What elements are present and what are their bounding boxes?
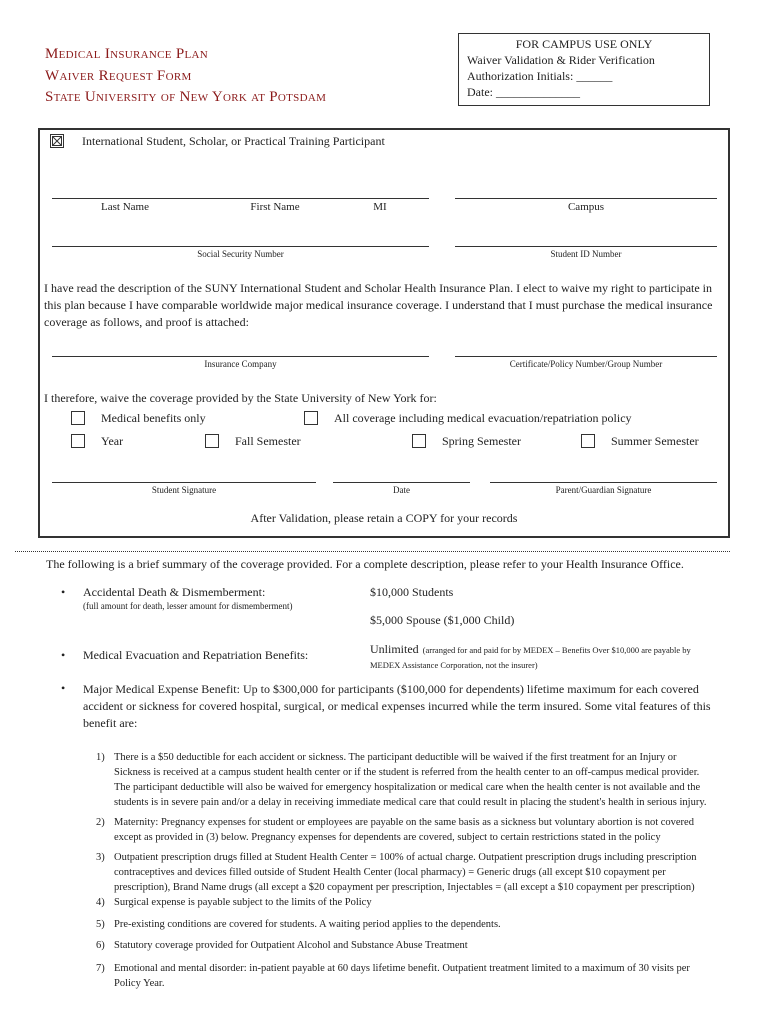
- year-checkbox[interactable]: [71, 434, 85, 448]
- bullet: •: [61, 681, 66, 695]
- fall-semester-checkbox[interactable]: [205, 434, 219, 448]
- ssn-line[interactable]: [52, 246, 429, 247]
- waiver-statement: I have read the description of the SUNY International Student and Scholar Health Insurance Plan. I elect to waive my right to participate in this plan because I have comparable worldwide major medical insurance coverage. I understand that I must purchase the medical insurance coverage as follows, and proof is attached:: [44, 281, 713, 329]
- summer-semester-label: Summer Semester: [611, 434, 699, 448]
- summary-intro: The following is a brief summary of the coverage provided. For a complete description, please refer to your Health Insurance Office.: [46, 557, 684, 571]
- campus-use-heading: FOR CAMPUS USE ONLY: [515, 37, 653, 51]
- medical-benefits-only-label: Medical benefits only: [101, 411, 206, 425]
- feature-deductible: There is a $50 deductible for each accident or sickness. The participant deductible will be waived if the first treatment for an Injury or Sickness is received at a campus student health center or if the student is referred from the health center to an off-campus medical provider. The participant deductible will also be waived for emergency hospitalization or medical care when the health center is not available and the students is in severe pain and/or a delay in receiving immediate medical care that could result in placing the student's health in serious injury.: [114, 752, 707, 808]
- all-coverage-label: All coverage including medical evacuation/repatriation policy: [334, 411, 632, 425]
- spring-semester-label: Spring Semester: [442, 434, 521, 448]
- benefit-evacuation-note: (arranged for and paid for by MEDEX – Benefits Over $10,000 are payable by MEDEX Assistance Corporation, not the insurer): [370, 645, 691, 670]
- form-title-line-1: Medical Insurance Plan: [45, 46, 208, 62]
- ssn-label: Social Security Number: [197, 249, 284, 259]
- benefit-accidental-death-spouse: $5,000 Spouse ($1,000 Child): [370, 613, 515, 627]
- parent-signature-line[interactable]: [490, 482, 717, 483]
- waiver-form-box: [38, 128, 730, 538]
- feature-number: 2): [96, 817, 105, 828]
- after-validation-note: After Validation, please retain a COPY for your records: [250, 511, 518, 525]
- campus-use-line: Authorization Initials: ______: [467, 69, 613, 83]
- first-name-label: First Name: [250, 201, 300, 213]
- benefit-major-medical-text: Major Medical Expense Benefit: Up to $300,000 for participants ($100,000 for dependents) lifetime maximum for each covered accident or sickness for covered hospital, surgical, or medical expenses incurred while the term insured. Some vital features of this benefit are:: [83, 682, 711, 730]
- checked-x-icon: [51, 135, 63, 147]
- student-signature-label: Student Signature: [151, 485, 217, 495]
- form-title-line-3: State University of New York at Potsdam: [45, 89, 327, 105]
- feature-number: 7): [96, 963, 105, 974]
- feature-number: 5): [96, 919, 105, 930]
- benefit-accidental-death-label: Accidental Death & Dismemberment:: [83, 585, 266, 599]
- student-id-label: Student ID Number: [550, 249, 622, 259]
- participant-checkbox[interactable]: [50, 134, 64, 148]
- insurance-company-line[interactable]: [52, 356, 429, 357]
- feature-maternity: Maternity: Pregnancy expenses for student or employees are payable on the same basis as a sickness but voluntary abortion is not covered except as provided in (3) below. Pregnancy expenses for dependents are covered, subject to certain restrictions stated in the policy: [114, 817, 694, 843]
- student-id-line[interactable]: [455, 246, 717, 247]
- campus-use-box: [458, 33, 710, 106]
- feature-surgical: Surgical expense is payable subject to the limits of the Policy: [114, 897, 372, 908]
- student-signature-line[interactable]: [52, 482, 316, 483]
- benefit-evacuation-label: Medical Evacuation and Repatriation Benefits:: [83, 648, 309, 662]
- spring-semester-checkbox[interactable]: [412, 434, 426, 448]
- campus-use-line: Date: ______________: [467, 85, 580, 99]
- feature-preexisting: Pre-existing conditions are covered for students. A waiting period applies to the dependents.: [114, 919, 501, 930]
- parent-signature-label: Parent/Guardian Signature: [555, 485, 652, 495]
- waive-coverage-text: I therefore, waive the coverage provided by the State University of New York for:: [44, 391, 437, 405]
- benefit-accidental-death-students: $10,000 Students: [370, 585, 454, 599]
- date-label: Date: [393, 485, 410, 495]
- year-label: Year: [101, 434, 124, 448]
- policy-number-label: Certificate/Policy Number/Group Number: [509, 359, 663, 369]
- campus-label: Campus: [567, 201, 605, 213]
- fall-semester-label: Fall Semester: [235, 434, 301, 448]
- all-coverage-checkbox[interactable]: [304, 411, 318, 425]
- feature-number: 6): [96, 940, 105, 951]
- benefit-accidental-death-note: (full amount for death, lesser amount for dismemberment): [83, 601, 293, 611]
- bullet: •: [61, 585, 66, 599]
- last-name-label: Last Name: [101, 201, 149, 213]
- feature-number: 1): [96, 752, 105, 763]
- cut-line-divider: [15, 551, 730, 552]
- campus-line[interactable]: [455, 198, 717, 199]
- summer-semester-checkbox[interactable]: [581, 434, 595, 448]
- feature-number: 3): [96, 852, 105, 863]
- campus-use-line: Waiver Validation & Rider Verification: [467, 53, 655, 67]
- form-title-line-2: Waiver Request Form: [45, 68, 192, 84]
- insurance-company-label: Insurance Company: [204, 359, 277, 369]
- policy-number-line[interactable]: [455, 356, 717, 357]
- benefit-evacuation-unlimited: Unlimited: [370, 642, 419, 656]
- participant-checkbox-label: International Student, Scholar, or Practical Training Participant: [82, 134, 385, 148]
- bullet: •: [61, 648, 66, 662]
- feature-prescription: Outpatient prescription drugs filled at Student Health Center = 100% of actual charge. Outpatient prescription drugs including prescription contraceptives and devices filled outside of Student Health Center (local pharmacy) = Generic drugs (all except $10 copayment per prescription), Brand Name drugs (all except a $20 copayment per prescription, Injectables = (all except a $10 copayment per prescription): [114, 852, 697, 893]
- feature-mental: Emotional and mental disorder: in-patient payable at 60 days lifetime benefit. Outpatient treatment limited to a maximum of 30 visits per Policy Year.: [114, 963, 690, 989]
- medical-benefits-only-checkbox[interactable]: [71, 411, 85, 425]
- feature-number: 4): [96, 897, 105, 908]
- mi-label: MI: [373, 201, 387, 213]
- benefit-evacuation-value: [370, 642, 710, 672]
- date-line[interactable]: [333, 482, 470, 483]
- feature-statutory: Statutory coverage provided for Outpatient Alcohol and Substance Abuse Treatment: [114, 940, 468, 951]
- name-line[interactable]: [52, 198, 429, 199]
